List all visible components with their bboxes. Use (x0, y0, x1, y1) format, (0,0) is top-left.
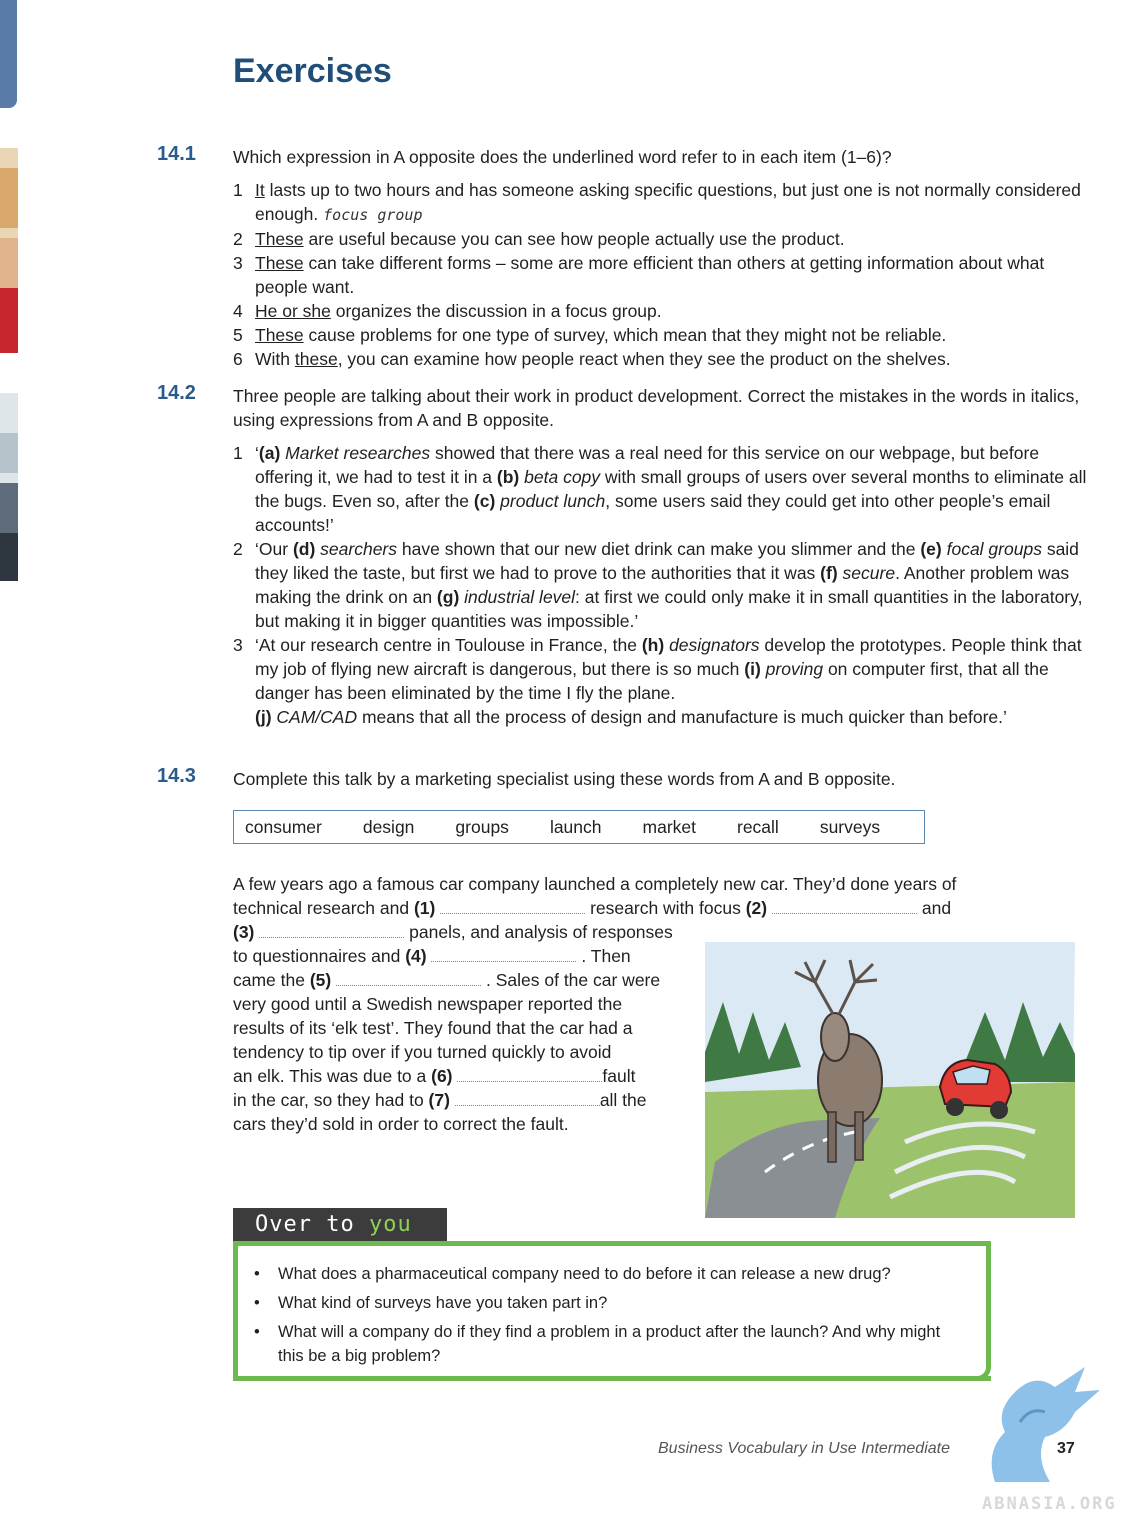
list-item: 5 These cause problems for one type of survey, which mean that they might not be reliable. (233, 325, 947, 345)
word-box (233, 810, 925, 844)
exercise-items-14-1 (233, 178, 1093, 371)
word-item: consumer (245, 816, 322, 837)
list-item: 2 These are useful because you can see how people actually use the product. (233, 229, 845, 249)
answer-gap[interactable] (772, 899, 917, 914)
book-title-footer: Business Vocabulary in Use Intermediate (658, 1440, 950, 1457)
list-item: 4 He or she organizes the discussion in a focus group. (233, 301, 662, 321)
sidebar-photo-top (0, 148, 18, 353)
over-to-you-border-bottom (233, 1376, 991, 1381)
exercise-instruction-14-1: Which expression in A opposite does the underlined word refer to in each item (1–6)? (233, 147, 892, 167)
page-title: Exercises (233, 52, 392, 90)
sidebar-photo-bottom (0, 393, 18, 581)
exercise-number-14-2: 14.2 (157, 382, 196, 404)
exercise-number-14-1: 14.1 (157, 143, 196, 165)
answer-gap[interactable] (336, 971, 481, 986)
answer-gap[interactable] (431, 947, 576, 962)
exercise-number-14-3: 14.3 (157, 765, 196, 787)
chapter-tab (0, 0, 17, 108)
elk-car-illustration (705, 942, 1075, 1218)
answer-gap[interactable] (259, 923, 404, 938)
list-item: • What kind of surveys have you taken part in? (254, 1291, 964, 1315)
watermark-text: ABNASIA.ORG (982, 1494, 1117, 1514)
word-item: market (642, 816, 696, 837)
list-item: 1 It lasts up to two hours and has someone asking specific questions, but just one is not normally considered enough. focus group (233, 180, 1081, 224)
word-item: surveys (819, 816, 881, 837)
list-item: • What does a pharmaceutical company need to do before it can release a new drug? (254, 1262, 964, 1286)
over-to-you-questions (254, 1262, 964, 1373)
answer-gap[interactable] (440, 899, 585, 914)
exercise-instruction-14-2: Three people are talking about their work in product development. Correct the mistakes in the words in italics, using expressions from A and B opposite. (233, 386, 1080, 430)
gap-fill-text: A few years ago a famous car company launched a completely new car. They’d done years of technical research and (1) research with focus (2) and (3) panels, and analysis of responses to questionnaires and (4) . Then came the (5) . Sales of the car were very good until a Swedish newspaper reported the results of its ‘elk test’. They found that the car had a tendency to tip over if you turned quickly to avoid an elk. This was due to a (6) fault in the car, so they had to (7) all the cars they’d sold in order to correct the fault. (233, 874, 957, 1134)
answer-gap[interactable] (455, 1091, 600, 1106)
exercise-items-14-2 (233, 441, 1093, 729)
list-item: 2 ‘Our (d) searchers have shown that our new diet drink can make you slimmer and the (e) focal groups said they liked the taste, but first we had to prove to the authorities that it was (f) secure. Another problem was making the drink on an (g) industrial level: at first we could only make it in small quantities in the laboratory, but making it in bigger quantities was impossible.’ (233, 539, 1083, 631)
handwritten-answer: focus group (323, 206, 423, 224)
word-item: groups (455, 816, 509, 837)
list-item: 6 With these, you can examine how people react when they see the product on the shelves. (233, 349, 951, 369)
over-to-you-heading: Over to you (233, 1208, 447, 1242)
word-item: design (362, 816, 415, 837)
answer-gap[interactable] (457, 1067, 602, 1082)
over-to-you-border-left (233, 1241, 238, 1381)
exercise-instruction-14-3: Complete this talk by a marketing specialist using these words from A and B opposite. (233, 769, 896, 789)
list-item: • What will a company do if they find a problem in a product after the launch? And why might this be a big problem? (254, 1320, 964, 1368)
list-item: 1 ‘(a) Market researches showed that there was a real need for this service on our webpage, but before offering it, we had to test it in a (b) beta copy with small groups of users over several months to eliminate all the bugs. Even so, after the (c) product lunch, some users said they could get into other people’s email accounts!’ (233, 443, 1087, 535)
word-item: recall (737, 816, 779, 837)
griffin-logo-icon (975, 1362, 1105, 1487)
list-item: 3 These can take different forms – some are more efficient than others at getting information about what people want. (233, 253, 1045, 297)
page-number: 37 (1057, 1440, 1075, 1457)
list-item: 3 ‘At our research centre in Toulouse in France, the (h) designators develop the prototypes. People think that my job of flying new aircraft is dangerous, but there is so much (i) proving on computer first, that all the danger has been eliminated by the time I fly the plane. (j) CAM/CAD means that all the process of design and manufacture is much quicker than before.’ (233, 635, 1082, 727)
word-item: launch (549, 816, 602, 837)
